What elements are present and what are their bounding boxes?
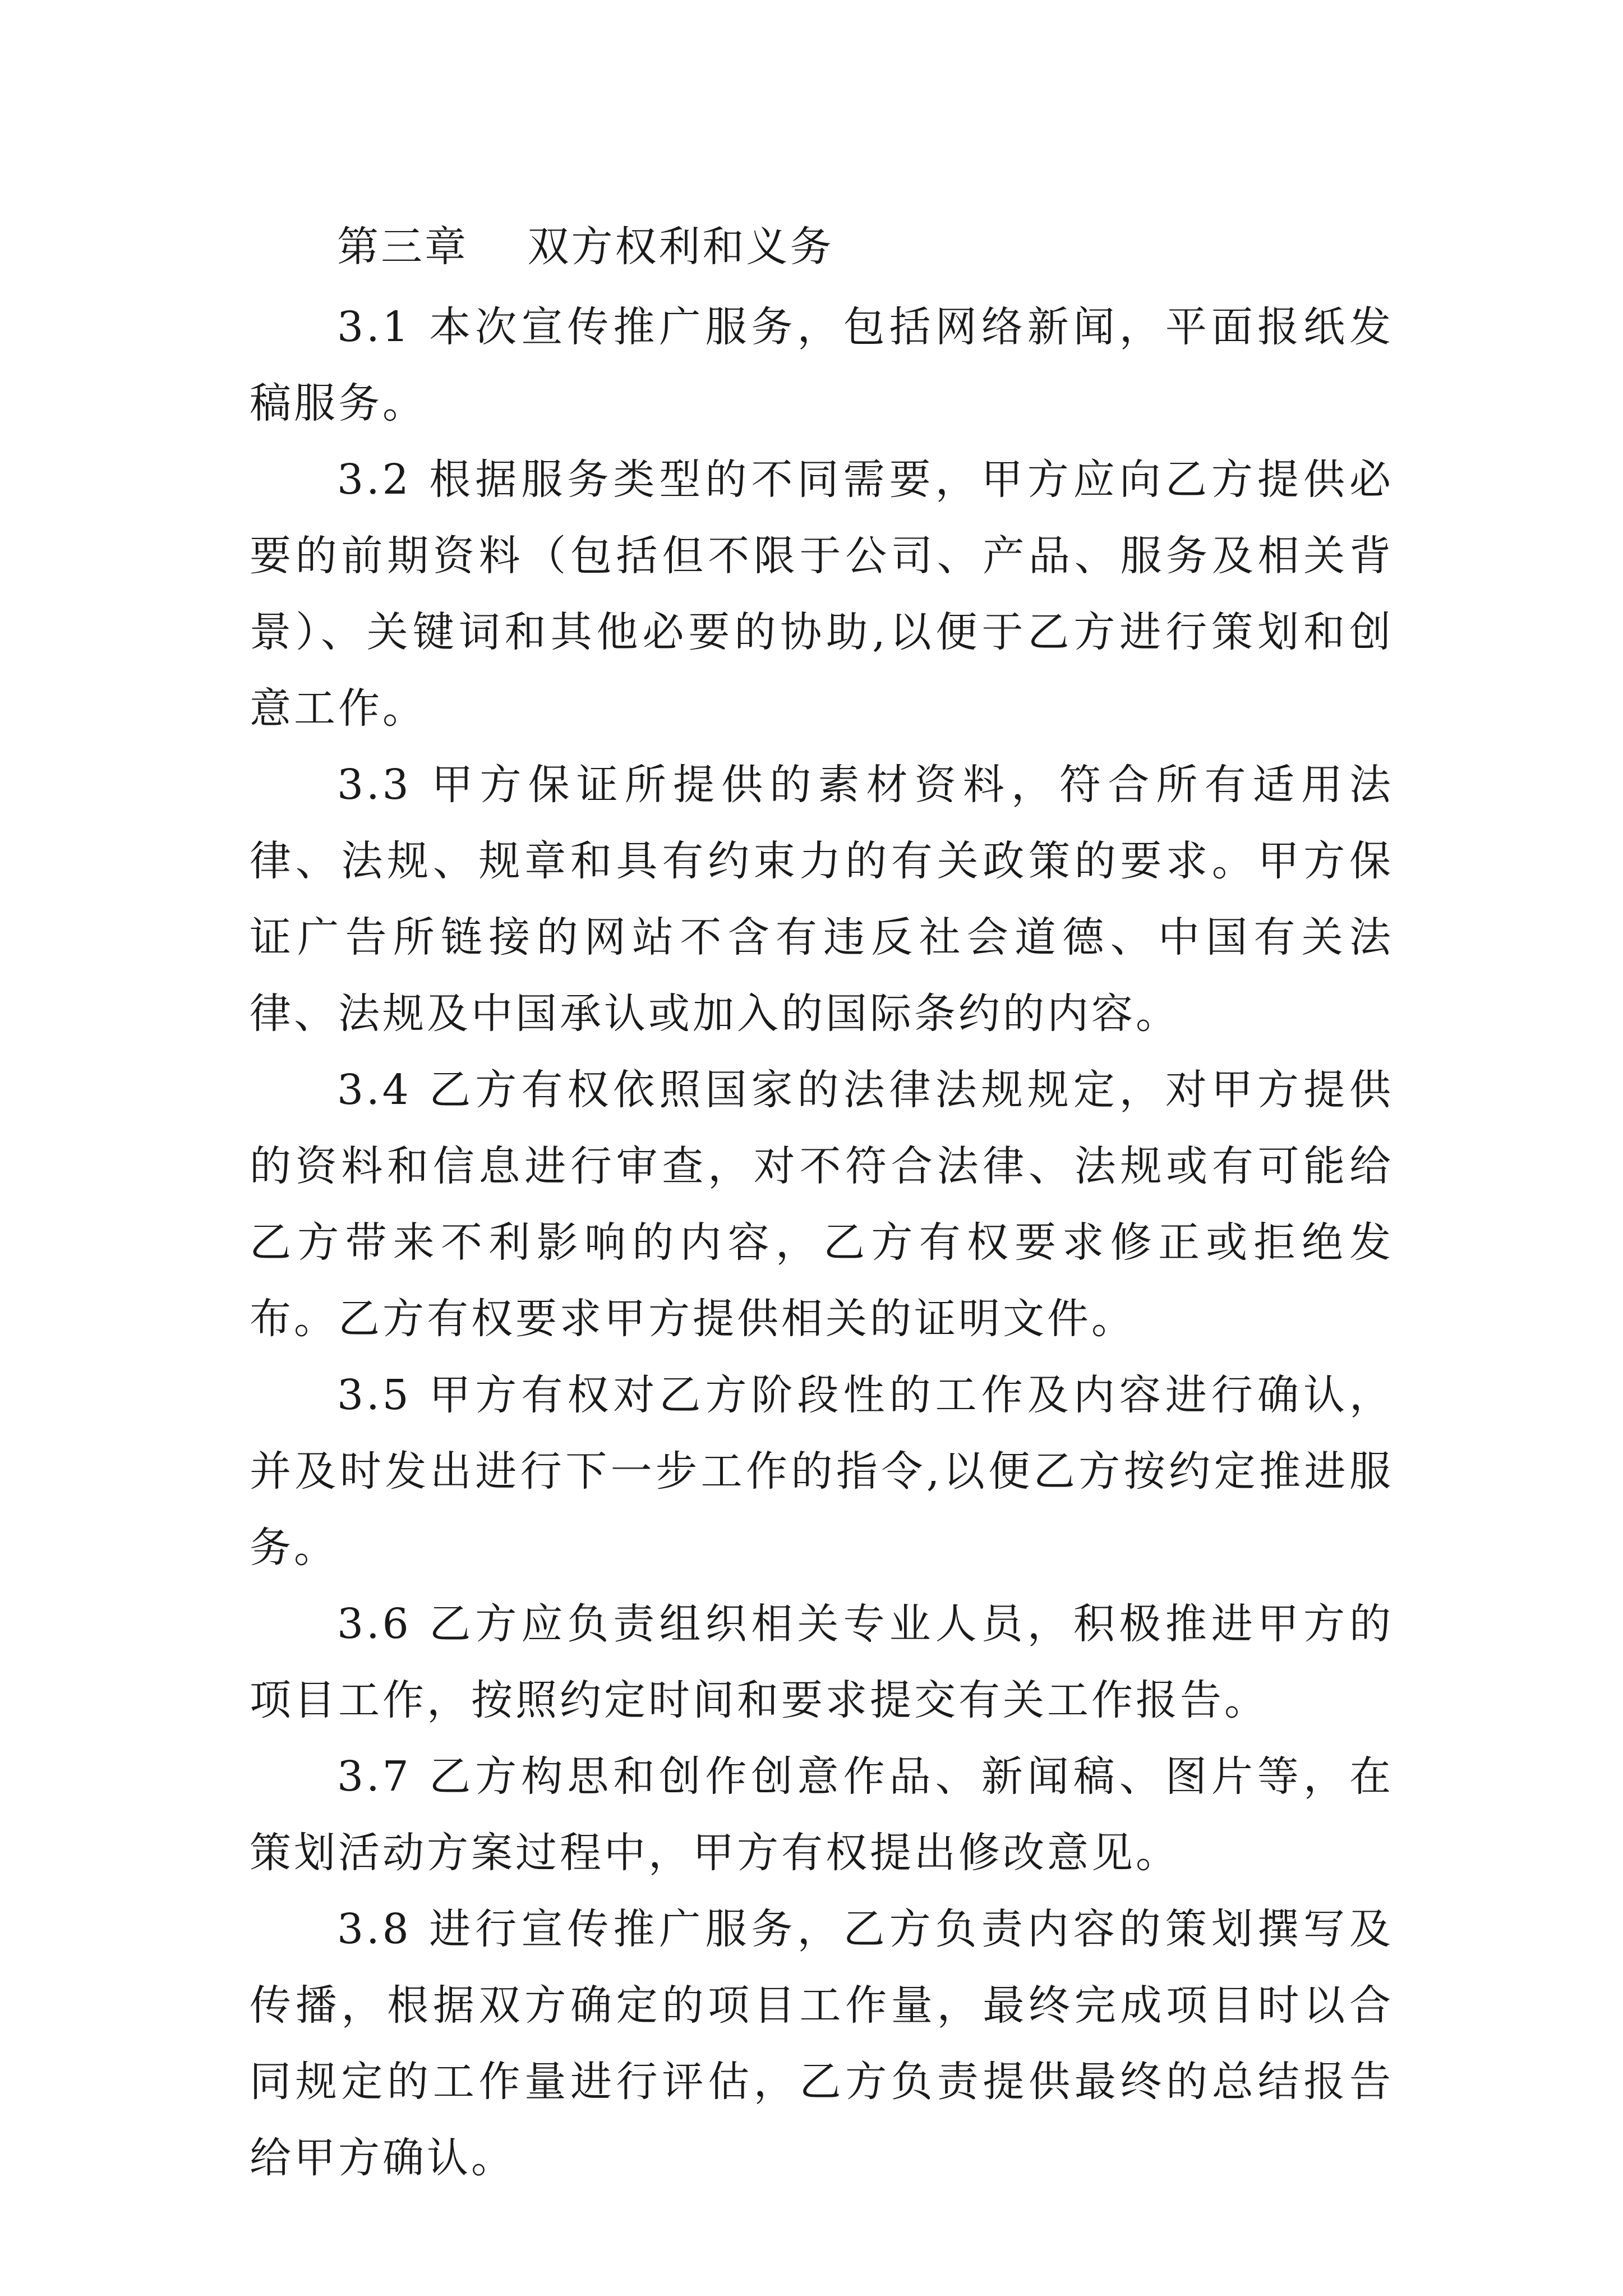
clause-3-2: 3.2 根据服务类型的不同需要，甲方应向乙方提供必要的前期资料（包括但不限于公司、产品、服务及相关背景）、关键词和其他必要的协助,以便于乙方进行策划和创意工作。 bbox=[250, 455, 1394, 733]
clause-3-1: 3.1 本次宣传推广服务，包括网络新闻，平面报纸发稿服务。 bbox=[250, 303, 1394, 427]
clause-3-5: 3.5 甲方有权对乙方阶段性的工作及内容进行确认，并及时发出进行下一步工作的指令,以便乙方按约定推进服务。 bbox=[250, 1371, 1394, 1572]
chapter-heading: 第三章 双方权利和义务 bbox=[337, 223, 834, 271]
clause-3-6: 3.6 乙方应负责组织相关专业人员，积极推进甲方的项目工作，按照约定时间和要求提交有关工作报告。 bbox=[250, 1600, 1394, 1724]
clause-3-3: 3.3 甲方保证所提供的素材资料，符合所有适用法律、法规、规章和具有约束力的有关政策的要求。甲方保证广告所链接的网站不含有违反社会道德、中国有关法律、法规及中国承认或加入的国际条约的内容。 bbox=[250, 761, 1394, 1038]
clause-3-4: 3.4 乙方有权依照国家的法律法规规定，对甲方提供的资料和信息进行审查，对不符合法律、法规或有可能给乙方带来不利影响的内容，乙方有权要求修正或拒绝发布。乙方有权要求甲方提供相关的证明文件。 bbox=[250, 1066, 1394, 1343]
clause-3-8: 3.8 进行宣传推广服务，乙方负责内容的策划撰写及传播，根据双方确定的项目工作量，最终完成项目时以合同规定的工作量进行评估，乙方负责提供最终的总结报告给甲方确认。 bbox=[250, 1905, 1394, 2182]
document-page bbox=[250, 205, 1394, 2196]
clause-3-7: 3.7 乙方构思和创作创意作品、新闻稿、图片等，在策划活动方案过程中，甲方有权提出修改意见。 bbox=[250, 1752, 1394, 1877]
